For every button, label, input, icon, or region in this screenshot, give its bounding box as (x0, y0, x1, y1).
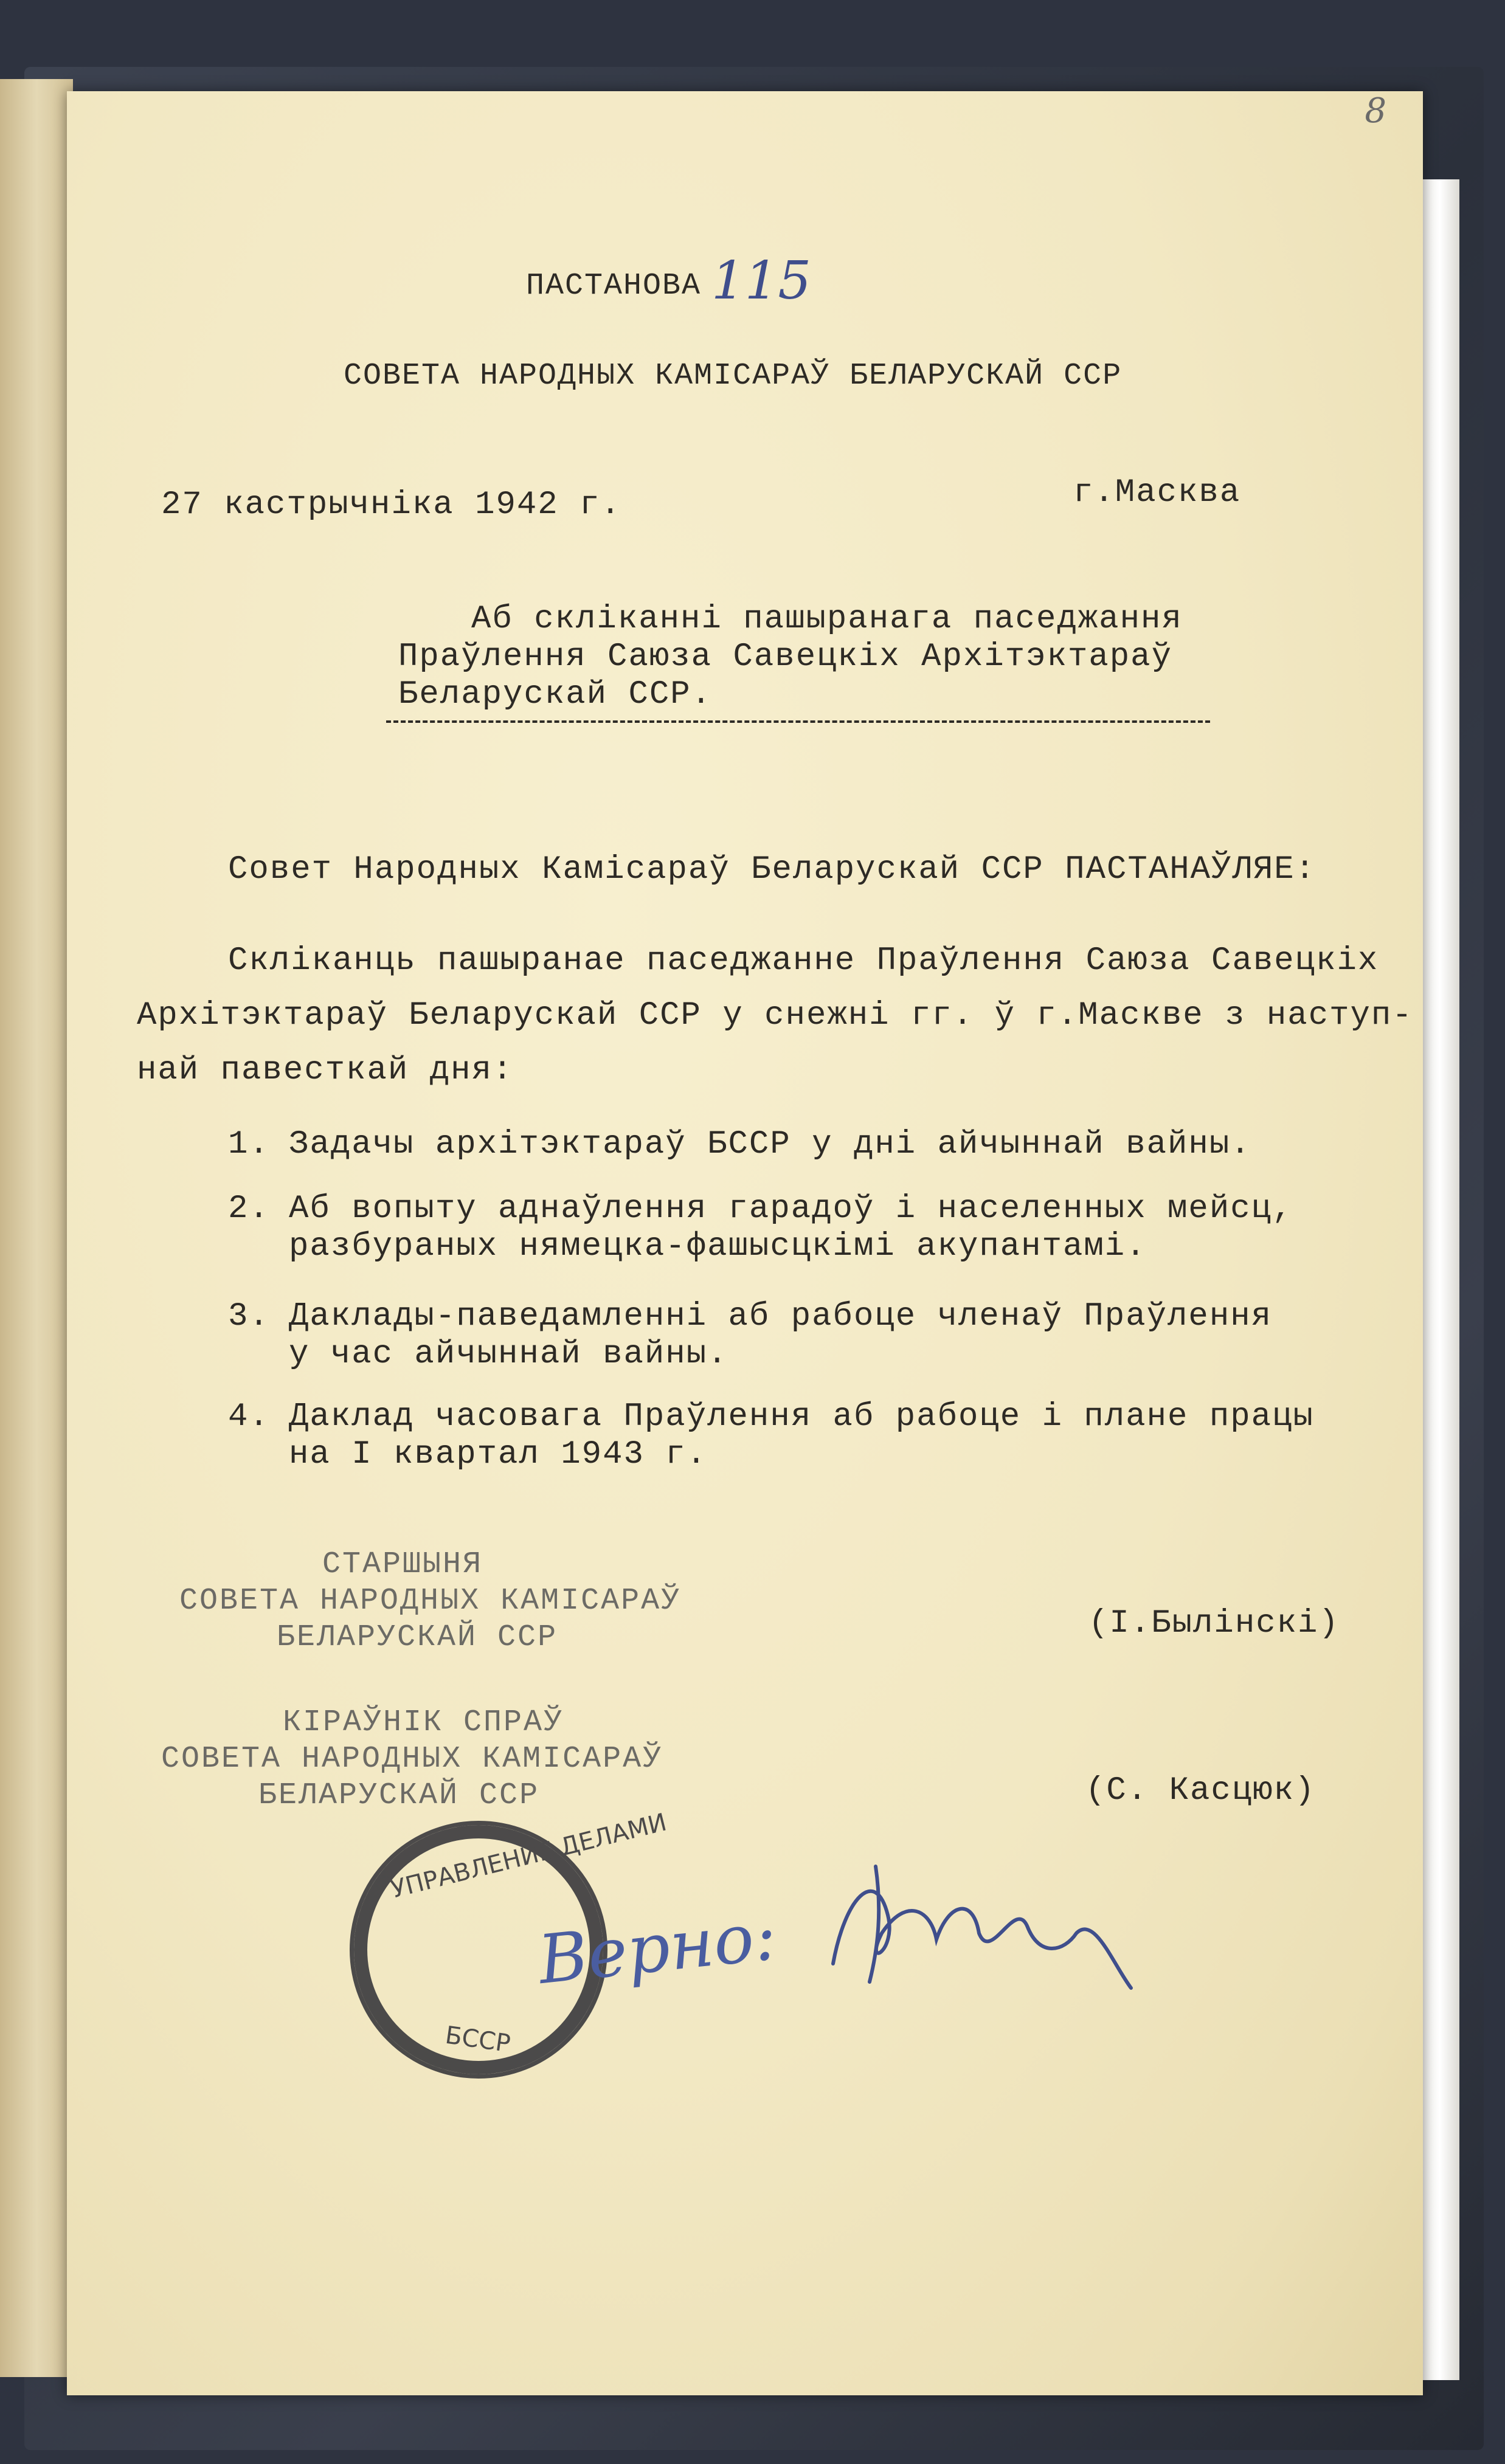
body-line-2: Архітэктараў Беларускай ССР у снежні гг. ў г.Маскве з наступ- (137, 997, 1413, 1034)
document-place: г.Масква (1073, 474, 1241, 511)
document-title: ПАСТАНОВА (526, 269, 702, 303)
subject-line-2: Праўлення Саюза Савецкіх Архітэктараў (398, 638, 1172, 675)
agenda-item-2-line-2: разбураных нямецка-фашысцкімі акупантамі. (289, 1228, 1147, 1265)
agenda-item-1-line-1: Задачы архітэктараў БССР у дні айчыннай вайны. (289, 1126, 1251, 1163)
agenda-item-4-num: 4. (228, 1398, 270, 1435)
signature-1-title-line-1: СТАРШЫНЯ (322, 1547, 483, 1582)
preamble: Совет Народных Камісараў Беларускай ССР ПАСТАНАЎЛЯЕ: (228, 851, 1316, 888)
signature-1-title-line-2: СОВЕТА НАРОДНЫХ КАМІСАРАЎ (179, 1584, 682, 1618)
subject-line-1: Аб скліканні пашыранага паседжання (471, 601, 1183, 638)
handwritten-certification: Верно: (535, 1896, 780, 2000)
page-number: 8 (1365, 91, 1386, 131)
agenda-item-3-line-1: Даклады-паведамленні аб рабоце членаў Праўлення (289, 1298, 1273, 1335)
signature-1-title-line-3: БЕЛАРУСКАЙ ССР (277, 1620, 558, 1655)
seal-top-text: УПРАВЛЕНИЕ ДЕЛАМИ (388, 1808, 669, 1904)
document-date: 27 кастрычніка 1942 г. (161, 486, 621, 523)
signature-2-title-line-2: СОВЕТА НАРОДНЫХ КАМІСАРАЎ (161, 1742, 663, 1776)
signature-2-title-line-1: КІРАЎНІК СПРАЎ (283, 1705, 564, 1740)
seal-bottom-text: БССР (443, 2021, 513, 2059)
document-number: 115 (711, 250, 812, 311)
agenda-item-2-num: 2. (228, 1190, 270, 1227)
agenda-item-4-line-2: на I квартал 1943 г. (289, 1436, 708, 1473)
body-line-3: най павесткай дня: (137, 1052, 514, 1089)
agenda-item-2-line-1: Аб вопыту аднаўлення гарадоў і населенных мейсц, (289, 1190, 1293, 1227)
handwritten-signature (809, 1842, 1149, 2024)
signature-1-name: (І.Былінскі) (1088, 1605, 1340, 1642)
agenda-item-3-line-2: у час айчыннай вайны. (289, 1336, 728, 1373)
issuer-line: СОВЕТА НАРОДНЫХ КАМІСАРАЎ БЕЛАРУСКАЙ ССР (344, 359, 1123, 393)
subject-underline (386, 720, 1210, 723)
left-page-edge (0, 79, 73, 2377)
subject-line-3: Беларускай ССР. (398, 676, 713, 713)
body-line-1: Скліканць пашыранае паседжанне Праўлення Саюза Савецкіх (228, 942, 1379, 979)
agenda-item-4-line-1: Даклад часовага Праўлення аб рабоце і плане працы (289, 1398, 1314, 1435)
signature-2-title-line-3: БЕЛАРУСКАЙ ССР (258, 1778, 540, 1813)
agenda-item-1-num: 1. (228, 1126, 270, 1163)
document-page (67, 91, 1423, 2395)
agenda-item-3-num: 3. (228, 1298, 270, 1335)
signature-2-name: (С. Касцюк) (1085, 1772, 1316, 1809)
